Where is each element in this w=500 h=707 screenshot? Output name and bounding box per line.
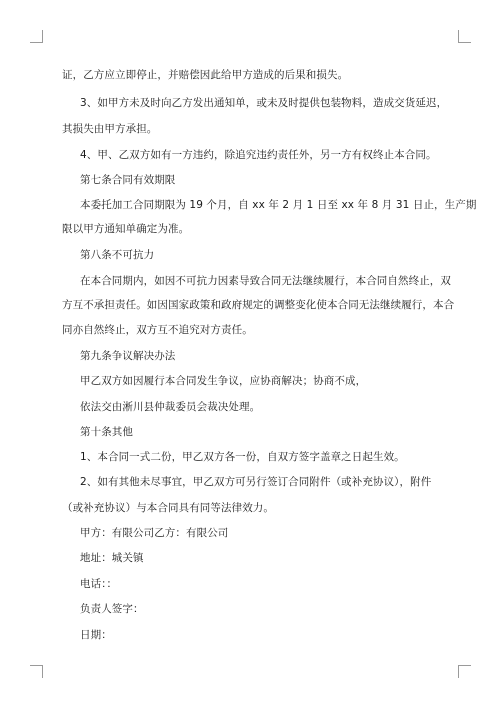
paragraph-line: 证，乙方应立即停止，并赔偿因此给甲方造成的后果和损失。 (62, 69, 349, 81)
clause-4-line: 4、甲、乙双方如有一方违约，除追究违约责任外，另一方有权终止本合同。 (80, 149, 437, 161)
paragraph-line: 其损失由甲方承担。 (62, 123, 158, 135)
paragraph-line: 甲乙双方如因履行本合同发生争议，应协商解决；协商不成， (80, 375, 367, 387)
paragraph-line: 方互不承担责任。如因国家政策和政府规定的调整变化使本合同无法继续履行，本合 (62, 299, 455, 311)
paragraph-line: 同亦自然终止，双方互不追究对方责任。 (62, 324, 253, 336)
section-heading-10: 第十条其他 (80, 426, 133, 438)
date-line: 日期： (80, 629, 112, 641)
paragraph-line: 在本合同期内，如因不可抗力因素导致合同无法继续履行，本合同自然终止，双 (80, 275, 451, 287)
section-heading-7: 第七条合同有效期限 (80, 174, 176, 186)
paragraph-line: 依法交由淅川县仲裁委员会裁决处理。 (80, 401, 261, 413)
section-heading-8: 第八条不可抗力 (80, 249, 155, 261)
clause-1-line: 1、本合同一式二份，甲乙双方各一份，自双方签字盖章之日起生效。 (80, 451, 405, 463)
clause-3-line: 3、如甲方未及时向乙方发出通知单，或未及时提供包装物料，造成交货延迟， (80, 97, 448, 109)
clause-2-line: 2、如有其他未尽事宜，甲乙双方可另行签订合同附件（或补充协议），附件 (80, 476, 432, 488)
signature-line: 负责人签字： (80, 603, 144, 615)
paragraph-line: （或补充协议）与本合同具有同等法律效力。 (62, 502, 274, 514)
address-line: 地址：城关镇 (80, 552, 144, 564)
phone-line: 电话：： (80, 578, 118, 590)
paragraph-line: 限以甲方通知单确定为准。 (62, 223, 190, 235)
paragraph-line: 本委托加工合同期限为 19 个月，自 xx 年 2 月 1 日至 xx 年 8 月 31 日止，生产期 (80, 199, 477, 211)
section-heading-9: 第九条争议解决办法 (80, 350, 176, 362)
signatory-parties: 甲方：有限公司乙方：有限公司 (80, 527, 229, 539)
